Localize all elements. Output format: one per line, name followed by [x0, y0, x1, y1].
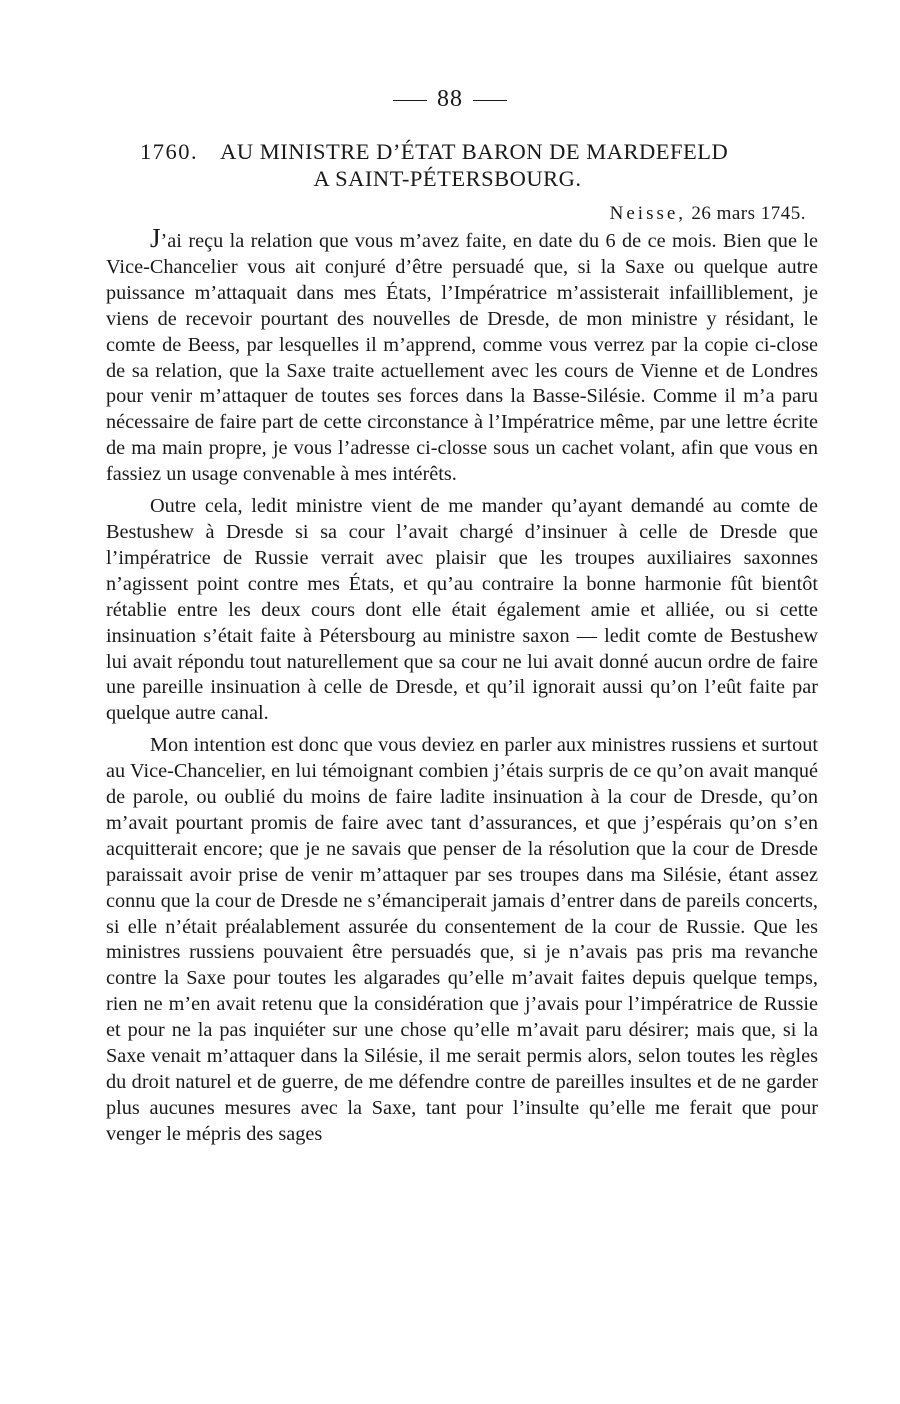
heading-recipient: AU MINISTRE D’ÉTAT BARON DE MARDEFELD	[220, 139, 729, 164]
letter-heading	[140, 138, 800, 192]
paragraph-1	[106, 223, 818, 488]
paragraph-3: Mon intention est donc que vous deviez en parler aux ministres russiens et surtout au Vice-Chancelier, en lui témoignant combien j’étais surpris de ce qu’on avait manqué de parole, ou oublié du moins de faire ladite insinuation à la cour de Dresde, qu’on m’avait pourtant promis de faire avec tant d’assurances, et que j’espérais qu’on s’en acquitterait encore; que je ne savais que penser de la résolution que la cour de Dresde paraissait avoir prise de venir m’attaquer par ses troupes dans ma Silésie, étant assez connu que la cour de Dresde ne s’émanciperait jamais d’entrer dans de pareils concerts, si elle n’était préalablement assurée du consentement de la cour de Russie. Que les ministres russiens pouvaient être persuadés que, si je n’avais pas pris ma revanche contre la Saxe pour toutes les algarades qu’elle m’avait faites depuis quelque temps, rien ne m’en avait retenu que la considération que j’avais pour l’impératrice de Russie et pour ne la pas inquiéter sur une chose qu’elle m’avait paru désirer; mais que, si la Saxe venait m’attaquer dans la Silésie, il me serait permis alors, selon toutes les règles du droit naturel et de guerre, de me défendre contre de pareilles insultes et de ne garder plus aucunes mesures avec la Saxe, tant pour l’insulte qu’elle me ferait que pour venger le mépris des sages	[106, 734, 818, 1145]
heading-line-2: A SAINT-PÉTERSBOURG.	[313, 166, 582, 191]
dash-left	[393, 100, 427, 101]
dateline-date: 26 mars 1745.	[691, 203, 806, 224]
page-number	[0, 86, 900, 113]
initial-letter: J	[150, 223, 161, 253]
letter-number: 1760.	[140, 139, 199, 164]
dateline	[610, 203, 806, 225]
dateline-place: Neisse,	[609, 203, 687, 224]
paragraph-2: Outre cela, ledit ministre vient de me mander qu’ayant demandé au comte de Bestushew à Dresde si sa cour l’avait chargé d’insinuer à celle de Dresde que l’impératrice de Russie verrait avec plaisir que les troupes auxiliaires saxonnes n’agissent point contre mes États, et qu’au contraire la bonne harmonie fût bientôt rétablie entre les deux cours dont elle était également amie et alliée, ou si cette insinuation s’était faite à Pétersbourg au ministre saxon — ledit comte de Bestushew lui avait répondu tout naturellement que sa cour ne lui avait donné aucun ordre de faire une pareille insinuation à celle de Dresde, et qu’il ignorait aussi qu’on l’eût faite par quelque autre canal.	[106, 495, 818, 725]
paragraph-1-text: ’ai reçu la relation que vous m’avez faite, en date du 6 de ce mois. Bien que le Vice-Chancelier vous ait conjuré d’être persuadé que, si la Saxe ou quelque autre puissance m’attaquait dans mes États, l’Impératrice m’assisterait infailliblement, je viens de recevoir pourtant des nouvelles de Dresde, de mon ministre y résidant, le comte de Beess, par lesquelles il m’apprend, comme vous verrez par la copie ci-close de sa relation, que la Saxe traite actuellement avec les cours de Vienne et de Londres pour venir m’attaquer de toutes ses forces dans la Basse-Silésie. Comme il m’a paru nécessaire de faire part de cette circonstance à l’Impératrice même, par une lettre écrite de ma main propre, je vous l’adresse ci-closse sous un cachet volant, afin que vous en fassiez un usage convenable à mes intérêts.	[106, 230, 818, 486]
page-number-value: 88	[437, 86, 463, 112]
heading-line-1	[140, 138, 800, 165]
letter-body	[106, 223, 818, 1154]
dash-right	[473, 100, 507, 101]
